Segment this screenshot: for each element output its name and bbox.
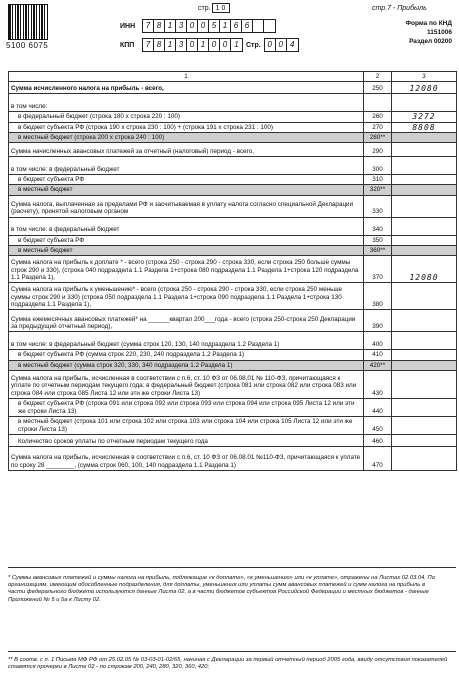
inn-row (120, 19, 276, 33)
kpp-row (120, 38, 299, 52)
row-code: 450 (364, 416, 392, 434)
table-row (9, 112, 457, 122)
row-label: в федеральный бюджет (строка 180 х строка 220 : 100) (9, 112, 364, 122)
table-row (9, 246, 457, 256)
table-row (9, 370, 457, 398)
row-label: Сумма налога на прибыль, исчисленная в соответствии с п.6, ст. 10 ФЗ от 06.08.01 № 110-ФЗ, причитающаяся к уплате по отчетным периодам текущего года: в федеральный бюджет (строка 081 или строка 082 или строка 083 или строка 084 или строка 085 Листа 12 или эти же строки Листа 13) (9, 370, 364, 398)
table-row (9, 122, 457, 132)
inn-digit-cell[interactable]: 6 (242, 20, 253, 32)
str-digit-cell[interactable]: 0 (265, 39, 276, 51)
inn-digit-cell[interactable]: 7 (143, 20, 154, 32)
table-row (9, 132, 457, 142)
inn-digit-cell[interactable]: 3 (176, 20, 187, 32)
kpp-digit-cell[interactable]: 0 (187, 39, 198, 51)
row-label: Сумма исчисленного налога на прибыль - всего, (9, 82, 364, 94)
str-field[interactable] (264, 38, 299, 52)
table-row (9, 143, 457, 157)
table-row (9, 235, 457, 245)
row-code: 470 (364, 446, 392, 470)
page-number: 1 0 (212, 3, 230, 13)
row-label: в том числе: в федеральный бюджет (9, 157, 364, 175)
row-label: Сумма начисленных авансовых платежей за отчетный (налоговый) период - всего, (9, 143, 364, 157)
row-code: 460 (364, 434, 392, 446)
table-row (9, 157, 457, 175)
row-value-field[interactable] (392, 310, 457, 332)
kpp-label: КПП (120, 41, 135, 49)
table-row (9, 360, 457, 370)
str-label: Стр. (246, 41, 261, 49)
page-number-box (198, 3, 230, 13)
row-value-field[interactable] (392, 398, 457, 416)
row-value-field[interactable]: 12080 (392, 256, 457, 283)
row-label: в бюджет субъекта РФ (9, 175, 364, 185)
table-row (9, 217, 457, 235)
page-suffix: стр.7 - Прибыль (372, 5, 427, 12)
footnote-divider (8, 567, 456, 568)
inn-digit-cell[interactable]: 1 (220, 20, 231, 32)
page-prefix: стр. (198, 4, 211, 12)
table-row (9, 416, 457, 434)
inn-digit-cell[interactable]: 0 (187, 20, 198, 32)
table-row (9, 283, 457, 310)
table-row (9, 94, 457, 112)
kpp-digit-cell[interactable]: 0 (220, 39, 231, 51)
kpp-digit-cell[interactable]: 0 (209, 39, 220, 51)
inn-digit-cell[interactable]: 6 (231, 20, 242, 32)
row-code: 310 (364, 175, 392, 185)
row-code: 410 (364, 350, 392, 360)
row-label: Количество сроков уплаты по отчетным периодам текущего года (9, 434, 364, 446)
table-row (9, 185, 457, 195)
row-label: в бюджет субъекта РФ (строка 190 х строка 230 : 100) + (строка 191 х строка 231 : 100) (9, 122, 364, 132)
inn-digit-cell[interactable] (253, 20, 264, 32)
row-value-field[interactable] (392, 283, 457, 310)
inn-digit-cell[interactable]: 1 (165, 20, 176, 32)
row-code: 320** (364, 185, 392, 195)
row-code: 260 (364, 112, 392, 122)
table-row (9, 446, 457, 470)
table-row (9, 82, 457, 94)
row-code: 380 (364, 283, 392, 310)
row-value-field[interactable] (392, 132, 457, 142)
row-code: 330 (364, 195, 392, 217)
row-label: в местный бюджет (строка 101 или строка 102 или строка 103 или строка 104 или строка 105 Листа 12 или эти же строки Листа 13) (9, 416, 364, 434)
kpp-digit-cell[interactable]: 1 (198, 39, 209, 51)
row-value-field[interactable] (392, 416, 457, 434)
row-label: Сумма налога, выплаченная за пределами РФ и засчитываемая в уплату налога согласно специальной Декларации (расчету), принятой налоговым органом (9, 195, 364, 217)
row-code: 340 (364, 217, 392, 235)
row-value-field[interactable]: 12080 (392, 82, 457, 94)
inn-digit-cell[interactable]: 5 (209, 20, 220, 32)
kpp-digit-cell[interactable]: 8 (154, 39, 165, 51)
table-row (9, 175, 457, 185)
row-code (364, 94, 392, 112)
row-value-field[interactable]: 8808 (392, 122, 457, 132)
row-code: 440 (364, 398, 392, 416)
declaration-table (8, 71, 456, 471)
row-value-field[interactable] (392, 434, 457, 446)
footnote-divider-2 (8, 651, 456, 652)
row-value-field[interactable] (392, 360, 457, 370)
col-header-3: 3 (392, 72, 457, 82)
row-code: 270 (364, 122, 392, 132)
row-value-field[interactable] (392, 94, 457, 112)
table-row (9, 350, 457, 360)
table-row (9, 332, 457, 350)
table-row (9, 398, 457, 416)
row-label: Сумма ежемесячных авансовых платежей* на ______квартал 200___года - всего (строка 250-строка 250 Декларации за предыдущий отчетный период), (9, 310, 364, 332)
row-label: в том числе: (9, 94, 364, 112)
row-label: в бюджет субъекта РФ (9, 235, 364, 245)
inn-label: ИНН (120, 22, 136, 30)
table-row (9, 195, 457, 217)
col-header-1: 1 (9, 72, 364, 82)
row-code: 370 (364, 256, 392, 283)
row-value-field[interactable] (392, 350, 457, 360)
row-label: в бюджет субъекта РФ (строка 091 или строка 092 или строка 093 или строка 094 или строка 095 Листа 12 или эти же строки Листа 13) (9, 398, 364, 416)
row-label: в местный бюджет (9, 246, 364, 256)
kpp-digit-cell[interactable]: 3 (176, 39, 187, 51)
row-code: 290 (364, 143, 392, 157)
table-row (9, 434, 457, 446)
kpp-field[interactable] (142, 38, 243, 52)
row-value-field[interactable] (392, 175, 457, 185)
table-header-row (9, 72, 457, 82)
row-label: Сумма налога на прибыль к доплате * - всего (строка 250 - строка 290 - строка 330, если строка 250 больше суммы строк 290 и 330), (строка 040 подраздела 1.1 Раздела 1+строка 080 подраздела 1.1 Раздела 1+строка 120 подраздела 1.1 Раздела 1), (9, 256, 364, 283)
inn-digit-cell[interactable]: 8 (154, 20, 165, 32)
str-digit-cell[interactable]: 0 (276, 39, 287, 51)
form-title (392, 19, 452, 46)
row-value-field[interactable]: 3272 (392, 112, 457, 122)
row-code: 250 (364, 82, 392, 94)
kpp-digit-cell[interactable]: 7 (143, 39, 154, 51)
row-code: 300 (364, 157, 392, 175)
row-label: в том числе: в федеральный бюджет (9, 217, 364, 235)
row-value-field[interactable] (392, 185, 457, 195)
footnote-2: ** В соотв. с п. 1 Письма МФ РФ от 25.02.05 № 03-03-01-02/65, начиная с Декларации за первый отчетный период 2005 года, ввиду отсутствия показателей ставятся прочерки в Листе 02 - по строкам 200, 240, 280, 320, 360, 420; (8, 657, 448, 671)
row-label: в том числе: в федеральный бюджет (сумма строк 120, 130, 140 подраздела 1.2 Раздела 1) (9, 332, 364, 350)
row-code: 360** (364, 246, 392, 256)
barcode (8, 4, 48, 40)
row-label: в бюджет субъекта РФ (сумма строк 220, 230, 240 подраздела 1.2 Раздела 1) (9, 350, 364, 360)
row-label: Сумма налога на прибыль к уменьшению* - всего (строка 250 - строка 290 - строка 330, если строка 250 меньше суммы строк 290 и 330) (строка 050 подраздела 1.1 Раздела 1+строка 090 подраздела 1.1 Раздела 1+строка 130 подраздела 1.1 Раздела 1), (9, 283, 364, 310)
inn-field[interactable] (142, 19, 276, 33)
row-value-field[interactable] (392, 235, 457, 245)
row-label: в местный бюджет (строка 200 х строка 240 : 100) (9, 132, 364, 142)
row-label: в местный бюджет (сумма строк 320, 330, 340 подраздела 1.2 Раздела 1) (9, 360, 364, 370)
row-code: 280** (364, 132, 392, 142)
kpp-digit-cell[interactable]: 1 (234, 40, 239, 49)
row-code: 390 (364, 310, 392, 332)
form-section: Раздел 00200 (409, 38, 452, 45)
row-value-field[interactable] (392, 143, 457, 157)
row-value-field[interactable] (392, 246, 457, 256)
form-knd: Форма по КНД 1151006 (405, 20, 452, 36)
inn-digit-cell[interactable] (264, 20, 275, 32)
row-value-field[interactable] (392, 370, 457, 398)
row-value-field[interactable] (392, 157, 457, 175)
table-row (9, 256, 457, 283)
inn-digit-cell[interactable]: 0 (198, 20, 209, 32)
row-value-field[interactable] (392, 217, 457, 235)
str-digit-cell[interactable]: 4 (289, 40, 295, 49)
row-value-field[interactable] (392, 446, 457, 470)
row-code: 420** (364, 360, 392, 370)
table-row (9, 310, 457, 332)
row-label: в местный бюджет (9, 185, 364, 195)
row-code: 400 (364, 332, 392, 350)
footnote-1: * Суммы авансовых платежей и суммы налога на прибыль, подлежащие «к доплате», «к уменьшению» или «к уплате», отражены на Листах 02.03.04. По организациям, имеющим обособленные подразделения, для доплаты, уменьшения или уплаты сумм авансовых платежей и сумм налога на прибыль в части федерального бюджета используются данные Листа 02, а в части бюджетов субъектов Российской Федерации и местных бюджетов - данные Приложений № 5 и 5а к Листу 02. (8, 575, 435, 603)
row-code: 430 (364, 370, 392, 398)
row-label: Сумма налога на прибыль, исчисленная в соответствии с п.6, ст. 10 ФЗ от 06.08.01 №110-ФЗ, причитающаяся к уплате по сроку 28 ________, (сумма строк 060, 100, 140 подраздела 1.1 Раздела 1) (9, 446, 364, 470)
col-header-2: 2 (364, 72, 392, 82)
row-value-field[interactable] (392, 195, 457, 217)
row-value-field[interactable] (392, 332, 457, 350)
row-code: 350 (364, 235, 392, 245)
kpp-digit-cell[interactable]: 1 (165, 39, 176, 51)
barcode-number: 5100 6075 (6, 41, 49, 50)
